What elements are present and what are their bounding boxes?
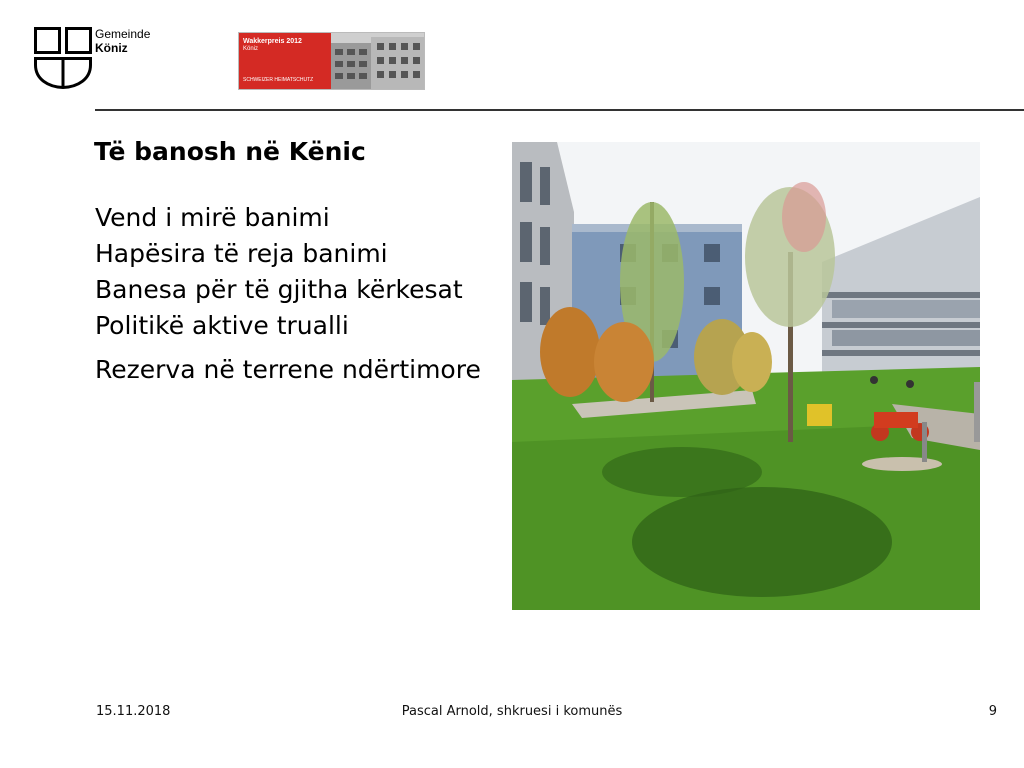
header-divider: [95, 109, 1024, 111]
bullet-item: Rezerva në terrene ndërtimore: [95, 355, 481, 384]
award-title: Wakkerpreis 2012: [243, 38, 302, 45]
bullet-item: Vend i mirë banimi: [95, 203, 330, 232]
slide-title: Të banosh në Kënic: [94, 137, 366, 166]
footer-date: 15.11.2018: [96, 704, 171, 719]
footer-page-number: 9: [988, 704, 997, 719]
koniz-coat-of-arms-logo: [34, 27, 92, 89]
award-organization: SCHWEIZER HEIMATSCHUTZ: [243, 77, 314, 83]
residential-courtyard-photo: [512, 142, 980, 610]
logo-line-gemeinde: Gemeinde: [95, 27, 151, 41]
award-place: Köniz: [243, 46, 259, 52]
wakkerpreis-award-banner: [238, 32, 425, 90]
footer-author: Pascal Arnold, shkruesi i komunës: [401, 704, 623, 719]
bullet-list: [95, 203, 495, 391]
bullet-item: Politikë aktive trualli: [95, 311, 349, 340]
award-building-photo: [331, 33, 424, 89]
award-red-panel: [239, 33, 331, 89]
logo-line-koniz: Köniz: [95, 41, 128, 55]
bullet-item: Banesa për të gjitha kërkesat: [95, 275, 463, 304]
bullet-item: Hapësira të reja banimi: [95, 239, 388, 268]
municipality-name: [95, 27, 150, 55]
